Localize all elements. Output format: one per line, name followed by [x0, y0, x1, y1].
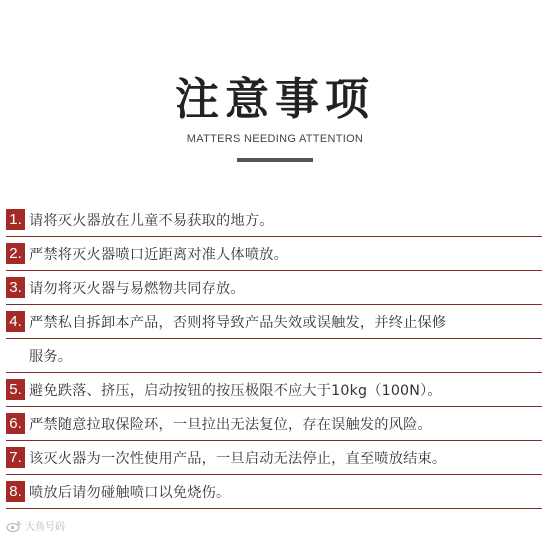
- item-text: 严禁随意拉取保险环，一旦拉出无法复位，存在误触发的风险。: [29, 416, 432, 433]
- watermark-text: 大鱼号码: [25, 522, 65, 533]
- list-item-line: [6, 475, 542, 509]
- item-number-badge: 5.: [6, 379, 25, 400]
- list-item-line: [6, 373, 542, 407]
- list-item: [0, 203, 550, 237]
- item-text: 严禁将灭火器喷口近距离对准人体喷放。: [29, 246, 288, 263]
- list-item: [0, 407, 550, 441]
- list-item: [0, 237, 550, 271]
- item-text: 请将灭火器放在儿童不易获取的地方。: [29, 212, 274, 229]
- list-item-line: [6, 271, 542, 305]
- item-number-badge: 3.: [6, 277, 25, 298]
- item-text: 该灭火器为一次性使用产品，一旦启动无法停止，直至喷放结束。: [29, 450, 447, 467]
- item-number-badge: 4.: [6, 311, 25, 332]
- list-item: [0, 441, 550, 475]
- weibo-icon: [6, 520, 22, 532]
- list-item-line-continued: [6, 339, 542, 373]
- header: [0, 0, 550, 200]
- item-number-badge: 1.: [6, 209, 25, 230]
- list-item-line: [6, 441, 542, 475]
- item-text: 服务。: [29, 348, 73, 365]
- list-item: [0, 475, 550, 509]
- item-text: 请勿将灭火器与易燃物共同存放。: [29, 280, 245, 297]
- page-subtitle: MATTERS NEEDING ATTENTION: [186, 133, 364, 145]
- item-text: 避免跌落、挤压，启动按钮的按压极限不应大于10kg（100N）。: [29, 382, 442, 399]
- item-text: 喷放后请勿碰触喷口以免烧伤。: [29, 484, 231, 501]
- list-item-line: [6, 237, 542, 271]
- list-item: [0, 305, 550, 373]
- title-underline: [237, 158, 313, 162]
- list-item: [0, 373, 550, 407]
- item-number-badge: 8.: [6, 481, 25, 502]
- notice-list: [0, 203, 550, 509]
- watermark: [6, 518, 65, 533]
- item-number-badge: 7.: [6, 447, 25, 468]
- list-item: [0, 271, 550, 305]
- list-item-line: [6, 305, 542, 339]
- item-text: 严禁私自拆卸本产品，否则将导致产品失效或误触发，并终止保修: [29, 314, 447, 331]
- list-item-line: [6, 407, 542, 441]
- item-number-badge: 6.: [6, 413, 25, 434]
- item-number-badge: 2.: [6, 243, 25, 264]
- list-item-line: [6, 203, 542, 237]
- page-title: 注意事项: [175, 74, 375, 125]
